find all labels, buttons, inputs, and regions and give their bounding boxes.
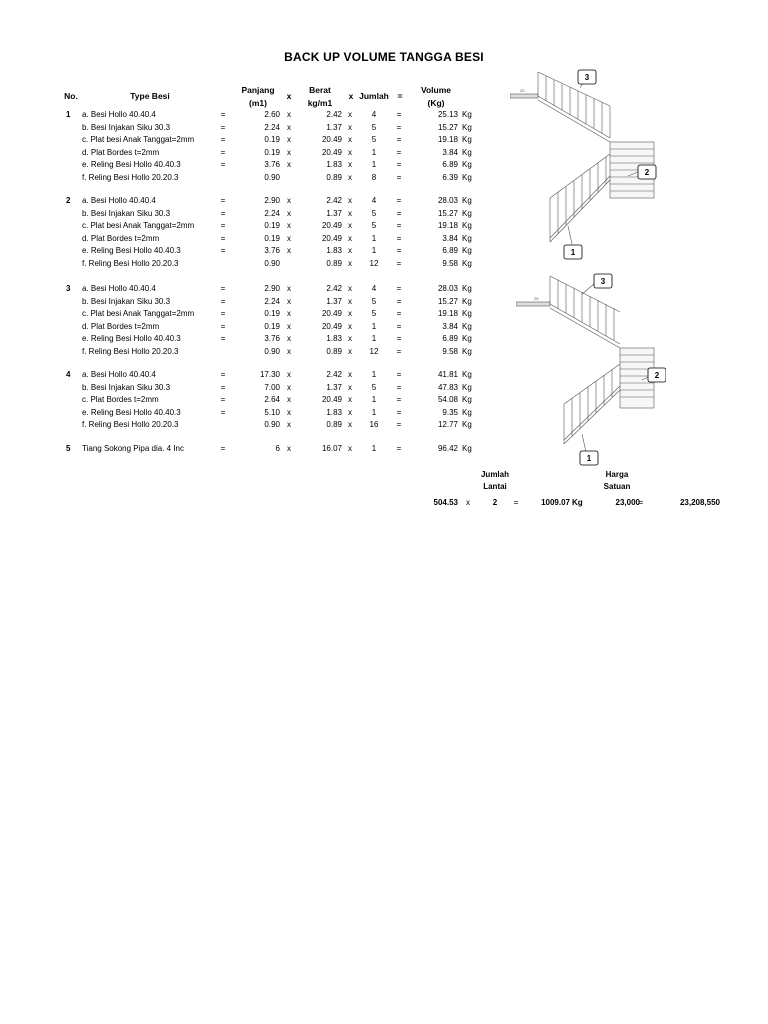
eq-cell: = [220, 382, 226, 392]
type-cell: a. Besi Hollo 40.40.4 [82, 110, 156, 119]
panjang-cell: 0.19 [264, 147, 280, 157]
callout-3-top: 3 [584, 73, 590, 82]
eq-cell: = [220, 444, 226, 453]
panjang-cell: 0.19 [264, 321, 280, 331]
volume-cell: 9.58 [442, 346, 458, 356]
stair-drawing-bottom [516, 268, 666, 468]
eq-cell: = [396, 221, 402, 230]
unit-cell: Kg [462, 420, 472, 429]
unit-cell: Kg [462, 110, 472, 119]
type-cell: c. Plat besi Anak Tanggat=2mm [82, 309, 195, 318]
harga-satuan: 23,000 [615, 498, 640, 507]
unit-cell: Kg [462, 444, 472, 453]
x-cell: x [287, 334, 291, 343]
group-number: 4 [66, 370, 71, 379]
x-cell: x [287, 147, 291, 157]
berat-cell: 1.83 [326, 334, 342, 343]
x-cell: x [287, 370, 291, 379]
unit-cell: Kg [462, 135, 472, 144]
berat-cell: 2.42 [326, 284, 342, 293]
jumlah-cell: 1 [371, 321, 377, 331]
eq-cell: = [396, 233, 402, 243]
type-cell: f. Reling Besi Hollo 20.20.3 [82, 172, 179, 182]
type-cell: e. Reling Besi Hollo 40.40.3 [82, 160, 181, 169]
volume-cell: 15.27 [437, 296, 458, 306]
x-cell: x [348, 122, 352, 132]
berat-cell: 16.07 [321, 444, 342, 453]
x-cell: x [287, 233, 291, 243]
jumlah-cell: 16 [369, 420, 379, 429]
type-cell: c. Plat besi Anak Tanggat=2mm [82, 135, 195, 144]
group-number: 2 [66, 196, 71, 205]
unit-cell: Kg [462, 346, 472, 356]
berat-cell: 20.49 [321, 395, 342, 404]
type-cell: b. Besi Injakan Siku 30.3 [82, 296, 171, 306]
x-cell: x [287, 309, 291, 318]
panjang-cell: 7.00 [264, 382, 280, 392]
x-cell: x [348, 221, 352, 230]
x-cell: x [348, 233, 352, 243]
harga-satuan-label-2: Satuan [603, 482, 631, 491]
berat-cell: 20.49 [321, 321, 342, 331]
unit-cell: Kg [462, 122, 472, 132]
panjang-cell: 6 [275, 444, 280, 453]
type-cell: f. Reling Besi Hollo 20.20.3 [82, 420, 179, 429]
x-cell: x [348, 284, 352, 293]
callout-2-top: 2 [644, 168, 650, 177]
volume-cell: 19.18 [437, 221, 458, 230]
jumlah-lantai-label: Jumlah [480, 470, 509, 479]
stair-drawing-top [510, 66, 660, 266]
berat-cell: 1.37 [326, 208, 342, 218]
eq-cell: = [396, 208, 402, 218]
berat-cell: 0.89 [326, 346, 342, 356]
x-cell: x [287, 321, 291, 331]
x-cell: x [348, 296, 352, 306]
eq-cell: = [396, 147, 402, 157]
summary-x: x [466, 498, 470, 507]
berat-cell: 1.37 [326, 382, 342, 392]
eq-cell: = [220, 296, 226, 306]
eq-cell: = [396, 296, 402, 306]
x-cell: x [287, 420, 291, 429]
eq-cell: = [220, 334, 226, 343]
landing-label-bottom: 25 [534, 296, 539, 301]
panjang-cell: 2.24 [264, 208, 280, 218]
x-cell: x [287, 346, 291, 356]
berat-cell: 20.49 [321, 233, 342, 243]
volume-cell: 28.03 [437, 284, 458, 293]
volume-cell: 54.08 [437, 395, 458, 404]
volume-cell: 96.42 [437, 444, 458, 453]
berat-cell: 0.89 [326, 420, 342, 429]
eq-cell: = [396, 346, 402, 356]
volume-cell: 15.27 [437, 208, 458, 218]
jumlah-cell: 12 [369, 258, 379, 268]
jumlah-cell: 5 [371, 296, 377, 306]
type-cell: c. Plat Bordes t=2mm [82, 395, 159, 404]
x-cell: x [348, 258, 352, 268]
eq-cell: = [220, 135, 226, 144]
volume-cell: 3.84 [442, 147, 458, 157]
eq-cell: = [396, 160, 402, 169]
volume-cell: 6.89 [442, 160, 458, 169]
berat-cell: 20.49 [321, 309, 342, 318]
jumlah-cell: 5 [371, 135, 377, 144]
berat-cell: 1.37 [326, 122, 342, 132]
x-cell: x [287, 122, 291, 132]
eq-cell: = [396, 395, 402, 404]
header-type: Type Besi [130, 91, 170, 101]
volume-cell: 28.03 [437, 196, 458, 205]
type-cell: a. Besi Hollo 40.40.4 [82, 196, 156, 205]
x-cell: x [348, 246, 352, 255]
type-cell: Tiang Sokong Pipa dia. 4 Inc [82, 444, 184, 453]
eq-cell: = [220, 160, 226, 169]
eq-cell: = [220, 208, 226, 218]
header-panjang: Panjang [241, 85, 275, 95]
unit-cell: Kg [462, 172, 472, 182]
summary-eq1: = [513, 498, 519, 507]
type-cell: f. Reling Besi Hollo 20.20.3 [82, 346, 179, 356]
jumlah-cell: 1 [371, 407, 377, 417]
eq-cell: = [396, 334, 402, 343]
unit-cell: Kg [462, 258, 472, 268]
panjang-cell: 3.76 [264, 334, 280, 343]
x-cell: x [287, 395, 291, 404]
panjang-cell: 0.19 [264, 309, 280, 318]
eq-cell: = [220, 321, 226, 331]
x-cell: x [348, 382, 352, 392]
header-eq: = [397, 91, 403, 101]
callout-3-bottom: 3 [600, 277, 606, 286]
type-cell: f. Reling Besi Hollo 20.20.3 [82, 258, 179, 268]
jumlah-cell: 1 [371, 444, 377, 453]
eq-cell: = [396, 258, 402, 268]
jumlah-cell: 12 [369, 346, 379, 356]
eq-cell: = [220, 110, 226, 119]
panjang-cell: 2.24 [264, 296, 280, 306]
header-berat-unit: kg/m1 [307, 98, 333, 108]
panjang-cell: 0.90 [264, 172, 280, 182]
unit-cell: Kg [462, 284, 472, 293]
panjang-cell: 0.90 [264, 258, 280, 268]
panjang-cell: 0.90 [264, 346, 280, 356]
lantai-count: 2 [492, 498, 498, 507]
eq-cell: = [220, 309, 226, 318]
eq-cell: = [220, 407, 226, 417]
x-cell: x [348, 172, 352, 182]
unit-cell: Kg [462, 208, 472, 218]
panjang-cell: 2.64 [264, 395, 280, 404]
x-cell: x [348, 334, 352, 343]
berat-cell: 1.83 [326, 407, 342, 417]
eq-cell: = [220, 233, 226, 243]
unit-cell: Kg [462, 407, 472, 417]
volume-cell: 25.13 [437, 110, 458, 119]
jumlah-cell: 5 [371, 221, 377, 230]
eq-cell: = [220, 246, 226, 255]
volume-cell: 47.83 [437, 382, 458, 392]
group-number: 3 [66, 284, 71, 293]
panjang-cell: 0.90 [264, 420, 280, 429]
volume-cell: 3.84 [442, 321, 458, 331]
eq-cell: = [396, 122, 402, 132]
harga-satuan-label: Harga [605, 470, 629, 479]
total-volume: 504.53 [433, 498, 458, 507]
eq-cell: = [220, 147, 226, 157]
unit-cell: Kg [462, 160, 472, 169]
jumlah-cell: 5 [371, 382, 377, 392]
x-cell: x [287, 135, 291, 144]
header-berat: Berat [309, 85, 331, 95]
type-cell: d. Plat Bordes t=2mm [82, 233, 160, 243]
x-cell: x [287, 196, 291, 205]
total-kg-unit: Kg [572, 498, 583, 507]
eq-cell: = [220, 196, 226, 205]
volume-cell: 6.89 [442, 334, 458, 343]
berat-cell: 0.89 [326, 172, 342, 182]
type-cell: b. Besi Injakan Siku 30.3 [82, 382, 171, 392]
x-cell: x [287, 382, 291, 392]
group-number: 1 [66, 110, 71, 119]
callout-1-bottom: 1 [586, 454, 592, 463]
berat-cell: 2.42 [326, 370, 342, 379]
panjang-cell: 2.60 [264, 110, 280, 119]
eq-cell: = [220, 122, 226, 132]
x-cell: x [287, 208, 291, 218]
x-cell: x [348, 395, 352, 404]
group-number: 5 [66, 444, 71, 453]
berat-cell: 20.49 [321, 221, 342, 230]
jumlah-cell: 1 [371, 395, 377, 404]
type-cell: b. Besi Injakan Siku 30.3 [82, 208, 171, 218]
eq-cell: = [396, 420, 402, 429]
x-cell: x [348, 147, 352, 157]
x-cell: x [287, 246, 291, 255]
x-cell: x [348, 110, 352, 119]
x-cell: x [348, 370, 352, 379]
header-volume-unit: (Kg) [427, 98, 445, 108]
header-x2: x [348, 91, 354, 101]
x-cell: x [287, 110, 291, 119]
volume-cell: 41.81 [437, 370, 458, 379]
panjang-cell: 0.19 [264, 233, 280, 243]
jumlah-cell: 8 [371, 172, 377, 182]
eq-cell: = [396, 284, 402, 293]
x-cell: x [348, 444, 352, 453]
header-no: No. [64, 91, 78, 101]
berat-cell: 1.37 [326, 296, 342, 306]
x-cell: x [348, 420, 352, 429]
berat-cell: 2.42 [326, 196, 342, 205]
jumlah-cell: 5 [371, 309, 377, 318]
x-cell: x [348, 160, 352, 169]
unit-cell: Kg [462, 233, 472, 243]
x-cell: x [348, 407, 352, 417]
volume-cell: 19.18 [437, 135, 458, 144]
jumlah-cell: 1 [371, 233, 377, 243]
x-cell: x [287, 284, 291, 293]
type-cell: b. Besi Injakan Siku 30.3 [82, 122, 171, 132]
panjang-cell: 0.19 [264, 221, 280, 230]
panjang-cell: 2.90 [264, 196, 280, 205]
total-kg: 1009.07 [541, 498, 570, 507]
x-cell: x [287, 160, 291, 169]
volume-cell: 9.35 [442, 407, 458, 417]
volume-cell: 12.77 [437, 420, 458, 429]
unit-cell: Kg [462, 246, 472, 255]
jumlah-cell: 4 [371, 196, 377, 205]
x-cell: x [348, 208, 352, 218]
volume-cell: 9.58 [442, 258, 458, 268]
unit-cell: Kg [462, 309, 472, 318]
unit-cell: Kg [462, 334, 472, 343]
eq-cell: = [396, 407, 402, 417]
header-panjang-unit: (m1) [249, 98, 267, 108]
header-jumlah: Jumlah [359, 91, 389, 101]
page-title: BACK UP VOLUME TANGGA BESI [284, 50, 484, 64]
eq-cell: = [396, 135, 402, 144]
type-cell: e. Reling Besi Hollo 40.40.3 [82, 246, 181, 255]
jumlah-cell: 1 [371, 334, 377, 343]
jumlah-cell: 4 [371, 110, 377, 119]
eq-cell: = [220, 221, 226, 230]
panjang-cell: 2.24 [264, 122, 280, 132]
eq-cell: = [220, 370, 226, 379]
x-cell: x [348, 196, 352, 205]
berat-cell: 0.89 [326, 258, 342, 268]
unit-cell: Kg [462, 382, 472, 392]
callout-1-top: 1 [570, 248, 576, 257]
jumlah-cell: 1 [371, 370, 377, 379]
jumlah-cell: 5 [371, 122, 377, 132]
jumlah-cell: 5 [371, 208, 377, 218]
type-cell: e. Reling Besi Hollo 40.40.3 [82, 334, 181, 343]
panjang-cell: 0.19 [264, 135, 280, 144]
panjang-cell: 3.76 [264, 246, 280, 255]
jumlah-cell: 1 [371, 147, 377, 157]
eq-cell: = [396, 172, 402, 182]
x-cell: x [287, 221, 291, 230]
x-cell: x [348, 309, 352, 318]
volume-cell: 6.89 [442, 246, 458, 255]
x-cell: x [348, 321, 352, 331]
type-cell: d. Plat Bordes t=2mm [82, 321, 160, 331]
berat-cell: 2.42 [326, 110, 342, 119]
x-cell: x [348, 135, 352, 144]
eq-cell: = [220, 395, 226, 404]
x-cell: x [287, 444, 291, 453]
unit-cell: Kg [462, 296, 472, 306]
volume-cell: 6.39 [442, 172, 458, 182]
summary-eq2: = [638, 498, 644, 507]
volume-cell: 3.84 [442, 233, 458, 243]
berat-cell: 20.49 [321, 135, 342, 144]
unit-cell: Kg [462, 147, 472, 157]
eq-cell: = [396, 246, 402, 255]
eq-cell: = [396, 196, 402, 205]
jumlah-cell: 4 [371, 284, 377, 293]
header-volume: Volume [420, 85, 452, 95]
panjang-cell: 2.90 [264, 284, 280, 293]
unit-cell: Kg [462, 221, 472, 230]
type-cell: a. Besi Hollo 40.40.4 [82, 284, 156, 293]
berat-cell: 20.49 [321, 147, 342, 157]
eq-cell: = [396, 370, 402, 379]
volume-cell: 19.18 [437, 309, 458, 318]
volume-cell: 15.27 [437, 122, 458, 132]
type-cell: c. Plat besi Anak Tanggat=2mm [82, 221, 195, 230]
berat-cell: 1.83 [326, 160, 342, 169]
unit-cell: Kg [462, 196, 472, 205]
unit-cell: Kg [462, 321, 472, 331]
type-cell: a. Besi Hollo 40.40.4 [82, 370, 156, 379]
type-cell: e. Reling Besi Hollo 40.40.3 [82, 407, 181, 417]
unit-cell: Kg [462, 395, 472, 404]
type-cell: d. Plat Bordes t=2mm [82, 147, 160, 157]
eq-cell: = [396, 110, 402, 119]
panjang-cell: 3.76 [264, 160, 280, 169]
jumlah-cell: 1 [371, 246, 377, 255]
eq-cell: = [396, 444, 402, 453]
eq-cell: = [396, 309, 402, 318]
x-cell: x [287, 296, 291, 306]
x-cell: x [287, 407, 291, 417]
panjang-cell: 5.10 [264, 407, 280, 417]
jumlah-lantai-label-2: Lantai [483, 482, 507, 491]
x-cell: x [348, 346, 352, 356]
jumlah-cell: 1 [371, 160, 377, 169]
berat-cell: 1.83 [326, 246, 342, 255]
grand-total: 23,208,550 [679, 498, 720, 507]
eq-cell: = [396, 382, 402, 392]
header-x1: x [286, 91, 292, 101]
eq-cell: = [396, 321, 402, 331]
panjang-cell: 17.30 [259, 370, 280, 379]
callout-2-bottom: 2 [654, 371, 660, 380]
landing-label-top: 20 [520, 88, 525, 93]
eq-cell: = [220, 284, 226, 293]
unit-cell: Kg [462, 370, 472, 379]
